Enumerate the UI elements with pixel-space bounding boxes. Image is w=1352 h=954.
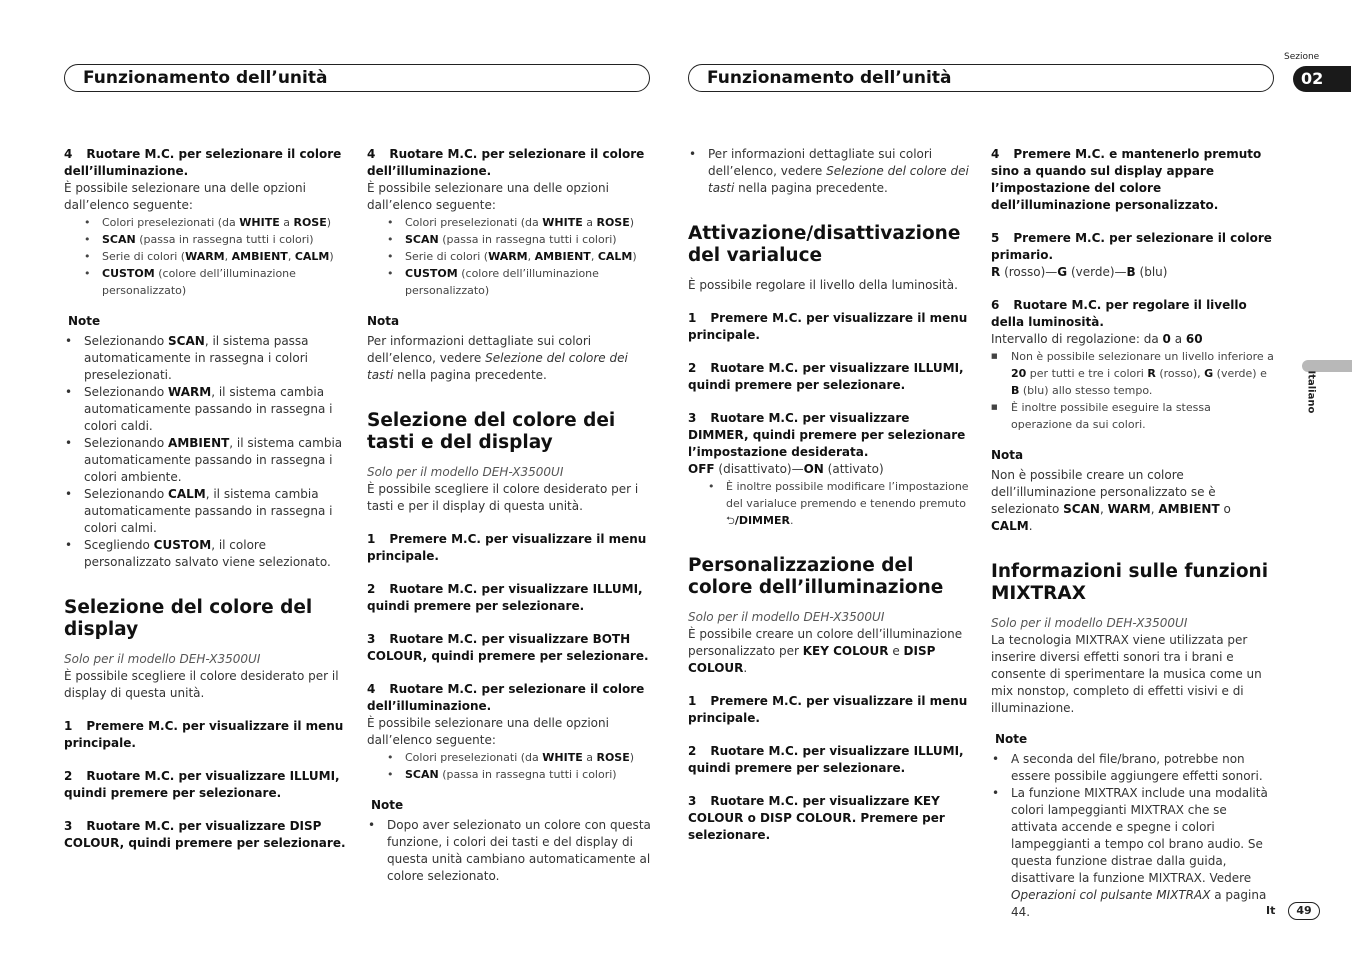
column-4 [991,146,1275,921]
list-item: • Per informazioni dettagliate sui colori dell’elenco, vedere Selezione del colore dei tasti nella pagina precedente. [688,146,972,197]
color-options-list [367,214,653,299]
step: 1 Premere M.C. per visualizzare il menu principale. [688,311,968,342]
note-item: • Selezionando CALM, il sistema cambia automaticamente passando in rassegna i colori calmi. [64,486,350,537]
list-item: • CUSTOM (colore dell’illuminazione personalizzato) [84,265,350,299]
note-item: • Selezionando AMBIENT, il sistema cambia automaticamente passando in rassegna i colori ambiente. [64,435,350,486]
note-item: • Selezionando WARM, il sistema cambia automaticamente passando in rassegna i colori caldi. [64,384,350,435]
nota-text: Per informazioni dettagliate sui colori dell’elenco, vedere Selezione del colore dei tasti nella pagina precedente. [367,334,628,382]
model-note: Solo per il modello DEH-X3500UI [64,652,261,666]
custom-color-heading: Personalizzazione del colore dell’illuminazione [688,555,944,598]
list-item: • SCAN (passa in rassegna tutti i colori) [387,231,653,248]
range-text: Intervallo di regolazione: da 0 a 60 [991,332,1203,346]
notes-list [367,817,653,885]
dimmer-intro: È possibile regolare il livello della luminosità. [688,278,958,292]
step: 2 Ruotare M.C. per visualizzare ILLUMI, quindi premere per selezionare. [64,769,340,800]
keys-intro: È possibile scegliere il colore desiderato per i tasti e per il display di questa unità. [367,482,639,513]
step: 2 Ruotare M.C. per visualizzare ILLUMI, quindi premere per selezionare. [367,582,643,613]
list-item: ■ Non è possibile selezionare un livello inferiore a 20 per tutti e tre i colori R (rosso), G (verde) e B (blu) allo stesso tempo. [991,348,1275,399]
dimmer-heading: Attivazione/disattivazione del varialuce [688,223,961,266]
display-intro: È possibile scegliere il colore desiderato per il display di questa unità. [64,669,339,700]
model-note: Solo per il modello DEH-X3500UI [991,616,1188,630]
note-item: • A seconda del file/brano, potrebbe non essere possibile aggiungere effetti sonori. [991,751,1275,785]
section-number-badge: 02 [1293,66,1351,92]
notes-list [991,751,1275,921]
step: 4 Ruotare M.C. per selezionare il colore dell’illuminazione. [367,682,645,713]
keys-color-heading: Selezione del colore dei tasti e del display [367,410,616,453]
left-section-header: Funzionamento dell’unità [64,64,650,92]
rgb-options: R (rosso)—G (verde)—B (blu) [991,265,1168,279]
step: 1 Premere M.C. per visualizzare il menu principale. [688,694,968,725]
section-label: Sezione [1284,52,1320,62]
step-4-intro: È possibile selezionare una delle opzioni dall’elenco seguente: [367,181,609,212]
back-arrow-icon: ⮌ [726,514,735,527]
list-item: • SCAN (passa in rassegna tutti i colori) [387,766,653,783]
step: 2 Ruotare M.C. per visualizzare ILLUMI, quindi premere per selezionare. [688,361,964,392]
list-item: • Colori preselezionati (da WHITE a ROSE) [84,214,350,231]
color-options-list [64,214,350,299]
note-heading: Note [68,314,101,328]
model-note: Solo per il modello DEH-X3500UI [367,465,564,479]
footer-language: It [1266,904,1276,917]
right-section-header: Funzionamento dell’unità [688,64,1274,92]
list-item: • Colori preselezionati (da WHITE a ROSE) [387,214,653,231]
nota-text: Non è possibile creare un colore dell’illuminazione personalizzato se è selezionato SCAN, WARM, AMBIENT o CALM. [991,468,1231,533]
note-item: • Selezionando SCAN, il sistema passa automaticamente in rassegna i colori preselezionati. [64,333,350,384]
step: 3 Ruotare M.C. per visualizzare BOTH COLOUR, quindi premere per selezionare. [367,632,649,663]
step: 3 Ruotare M.C. per visualizzare DIMMER, quindi premere per selezionare l’impostazione desiderata. [688,411,966,459]
column-1 [64,146,350,852]
nota-heading: Nota [991,448,1024,462]
step: 2 Ruotare M.C. per visualizzare ILLUMI, quindi premere per selezionare. [688,744,964,775]
step-4-title: 4 Ruotare M.C. per selezionare il colore dell’illuminazione. [367,147,645,178]
column-2 [367,146,653,885]
list-item: ■ È inoltre possibile eseguire la stessa operazione da sui colori. [991,399,1275,433]
step: 6 Ruotare M.C. per regolare il livello della luminosità. [991,298,1247,329]
language-label: Italiano [1305,370,1317,414]
step-4-title: 4 Ruotare M.C. per selezionare il colore dell’illuminazione. [64,147,342,178]
step: 3 Ruotare M.C. per visualizzare DISP COLOUR, quindi premere per selezionare. [64,819,346,850]
list-item: • SCAN (passa in rassegna tutti i colori) [84,231,350,248]
brightness-notes [991,348,1275,433]
note-heading: Note [995,732,1028,746]
mixtrax-intro: La tecnologia MIXTRAX viene utilizzata per inserire diversi effetti sonori tra i brani e consente di sperimentare la musica come un mix nonstop, completo di effetti visivi e di illuminazione. [991,633,1262,715]
notes-list [64,333,350,571]
reference-list [688,146,972,197]
list-item: • CUSTOM (colore dell’illuminazione personalizzato) [387,265,653,299]
mixtrax-heading: Informazioni sulle funzioni MIXTRAX [991,561,1269,604]
on-off-options: OFF (disattivato)—ON (attivato) [688,462,884,476]
column-3 [688,146,972,844]
step: 1 Premere M.C. per visualizzare il menu principale. [367,532,647,563]
list-item: • Colori preselezionati (da WHITE a ROSE) [387,749,653,766]
color-options-list [367,749,653,783]
nota-heading: Nota [367,314,400,328]
custom-intro: È possibile creare un colore dell’illuminazione personalizzato per KEY COLOUR e DISP COLOUR. [688,627,963,675]
list-item: • Serie di colori (WARM, AMBIENT, CALM) [84,248,350,265]
dimmer-note-list [688,478,972,529]
step: 1 Premere M.C. per visualizzare il menu principale. [64,719,344,750]
step: 5 Premere M.C. per selezionare il colore primario. [991,231,1272,262]
list-item: • Serie di colori (WARM, AMBIENT, CALM) [387,248,653,265]
step-4-intro: È possibile selezionare una delle opzioni dall’elenco seguente: [64,181,306,212]
note-heading: Note [371,798,404,812]
step-4-intro: È possibile selezionare una delle opzioni dall’elenco seguente: [367,716,609,747]
note-item: • Scegliendo CUSTOM, il colore personalizzato salvato viene selezionato. [64,537,350,571]
note-item: • La funzione MIXTRAX include una modalità colori lampeggianti MIXTRAX che se attivata accende e spegne i colori lampeggianti a tempo col brano audio. Se questa funzione distrae dalla guida, disattivare la funzione MIXTRAX. Vedere Operazioni col pulsante MIXTRAX a pagina 44. [991,785,1275,921]
display-color-heading: Selezione del colore del display [64,597,313,640]
list-item: • È inoltre possibile modificare l’impostazione del varialuce premendo e tenendo premuto ⮌/DIMMER. [708,478,972,529]
page-number: 49 [1288,902,1320,920]
model-note: Solo per il modello DEH-X3500UI [688,610,885,624]
note-item: • Dopo aver selezionato un colore con questa funzione, i colori dei tasti e del display di questa unità cambiano automaticamente al colore selezionato. [367,817,653,885]
step: 4 Premere M.C. e mantenerlo premuto sino a quando sul display appare l’impostazione del colore dell’illuminazione personalizzato. [991,147,1262,212]
step: 3 Ruotare M.C. per visualizzare KEY COLOUR o DISP COLOUR. Premere per selezionare. [688,794,945,842]
